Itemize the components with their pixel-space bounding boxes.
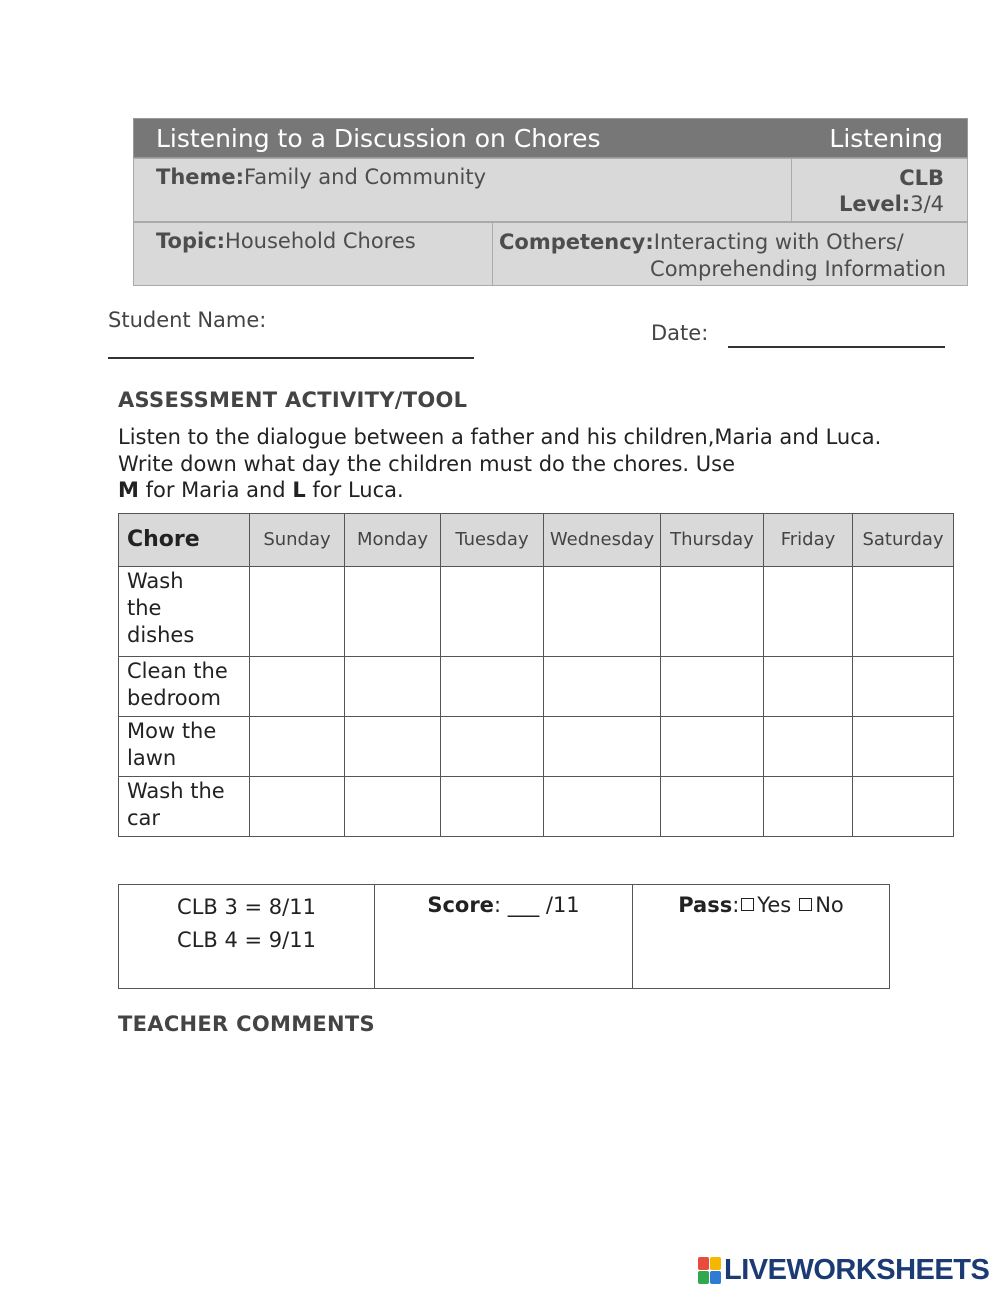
clb-level-value: 3/4 xyxy=(910,192,944,216)
answer-cell[interactable] xyxy=(250,777,345,837)
day-header-thursday: Thursday xyxy=(661,514,764,567)
chore-label: Mow the lawn xyxy=(119,717,250,777)
chore-table xyxy=(118,513,954,837)
answer-cell[interactable] xyxy=(250,567,345,657)
answer-cell[interactable] xyxy=(345,657,441,717)
competency-label: Competency: xyxy=(499,230,654,254)
answer-cell[interactable] xyxy=(441,777,544,837)
date-label: Date: xyxy=(651,321,709,345)
pass-cell: Pass: Yes No xyxy=(633,885,890,989)
skill-label: Listening xyxy=(829,124,943,153)
instructions: Listen to the dialogue between a father and his children,Maria and Luca. Write down what day the children must do the chores. Use M for Maria and L for Luca. xyxy=(118,425,882,502)
day-header-monday: Monday xyxy=(345,514,441,567)
no-checkbox[interactable] xyxy=(799,898,812,911)
student-name-field[interactable] xyxy=(108,357,474,359)
table-row xyxy=(119,717,954,777)
pass-label: Pass xyxy=(678,893,733,917)
table-row xyxy=(119,657,954,717)
answer-cell[interactable] xyxy=(441,717,544,777)
student-name-label: Student Name: xyxy=(108,308,267,332)
luca-code: L xyxy=(292,478,306,502)
answer-cell[interactable] xyxy=(345,567,441,657)
day-header-friday: Friday xyxy=(764,514,853,567)
chore-label: Wash the dishes xyxy=(119,567,250,657)
instruction-text: Listen to the dialogue between a father and his children,Maria and Luca. Write down what day the children must do the chores. Use xyxy=(118,425,882,476)
no-label: No xyxy=(815,893,844,917)
answer-cell[interactable] xyxy=(441,567,544,657)
chore-column-header: Chore xyxy=(119,514,250,567)
teacher-comments-heading: TEACHER COMMENTS xyxy=(118,1012,375,1036)
answer-cell[interactable] xyxy=(250,717,345,777)
theme-value: Family and Community xyxy=(244,165,487,189)
answer-cell[interactable] xyxy=(764,657,853,717)
competency-value-2: Comprehending Information xyxy=(650,257,946,281)
maria-code: M xyxy=(118,478,139,502)
answer-cell[interactable] xyxy=(853,717,954,777)
table-row xyxy=(119,777,954,837)
yes-label: Yes xyxy=(757,893,792,917)
answer-cell[interactable] xyxy=(661,717,764,777)
theme-label: Theme: xyxy=(156,165,245,189)
answer-cell[interactable] xyxy=(544,567,661,657)
answer-cell[interactable] xyxy=(764,777,853,837)
worksheet-title: Listening to a Discussion on Chores xyxy=(156,124,601,153)
answer-cell[interactable] xyxy=(661,777,764,837)
chore-label: Clean the bedroom xyxy=(119,657,250,717)
topic-label: Topic: xyxy=(156,229,226,253)
day-header-saturday: Saturday xyxy=(853,514,954,567)
worksheet-title-bar xyxy=(133,118,968,158)
competency-value-1: Interacting with Others/ xyxy=(653,230,904,254)
logo-blocks-icon xyxy=(698,1257,721,1284)
answer-cell[interactable] xyxy=(250,657,345,717)
day-header-wednesday: Wednesday xyxy=(544,514,661,567)
answer-cell[interactable] xyxy=(764,567,853,657)
level-label: Level: xyxy=(839,192,911,216)
clb-label: CLB xyxy=(899,166,944,190)
answer-cell[interactable] xyxy=(544,657,661,717)
liveworksheets-logo xyxy=(698,1255,989,1285)
clb3-threshold: CLB 3 = 8/11 xyxy=(177,895,316,919)
answer-cell[interactable] xyxy=(345,717,441,777)
answer-cell[interactable] xyxy=(544,717,661,777)
assessment-heading: ASSESSMENT ACTIVITY/TOOL xyxy=(118,388,468,412)
topic-value: Household Chores xyxy=(225,229,416,253)
topic-row xyxy=(133,222,968,286)
answer-cell[interactable] xyxy=(441,657,544,717)
score-cell[interactable] xyxy=(375,885,633,989)
score-label: Score xyxy=(427,893,494,917)
date-field[interactable] xyxy=(728,346,945,348)
clb-thresholds xyxy=(119,885,375,989)
answer-cell[interactable] xyxy=(853,657,954,717)
answer-cell[interactable] xyxy=(853,777,954,837)
answer-cell[interactable] xyxy=(853,567,954,657)
answer-cell[interactable] xyxy=(764,717,853,777)
score-value: : ___ /11 xyxy=(493,893,580,917)
logo-text: LIVEWORKSHEETS xyxy=(724,1253,990,1286)
day-header-tuesday: Tuesday xyxy=(441,514,544,567)
table-header-row xyxy=(119,514,954,567)
answer-cell[interactable] xyxy=(661,567,764,657)
yes-checkbox[interactable] xyxy=(741,898,754,911)
theme-row xyxy=(133,158,968,222)
chore-label: Wash the car xyxy=(119,777,250,837)
answer-cell[interactable] xyxy=(661,657,764,717)
clb4-threshold: CLB 4 = 9/11 xyxy=(177,928,316,952)
answer-cell[interactable] xyxy=(345,777,441,837)
day-header-sunday: Sunday xyxy=(250,514,345,567)
table-row xyxy=(119,567,954,657)
score-table xyxy=(118,884,890,989)
answer-cell[interactable] xyxy=(544,777,661,837)
